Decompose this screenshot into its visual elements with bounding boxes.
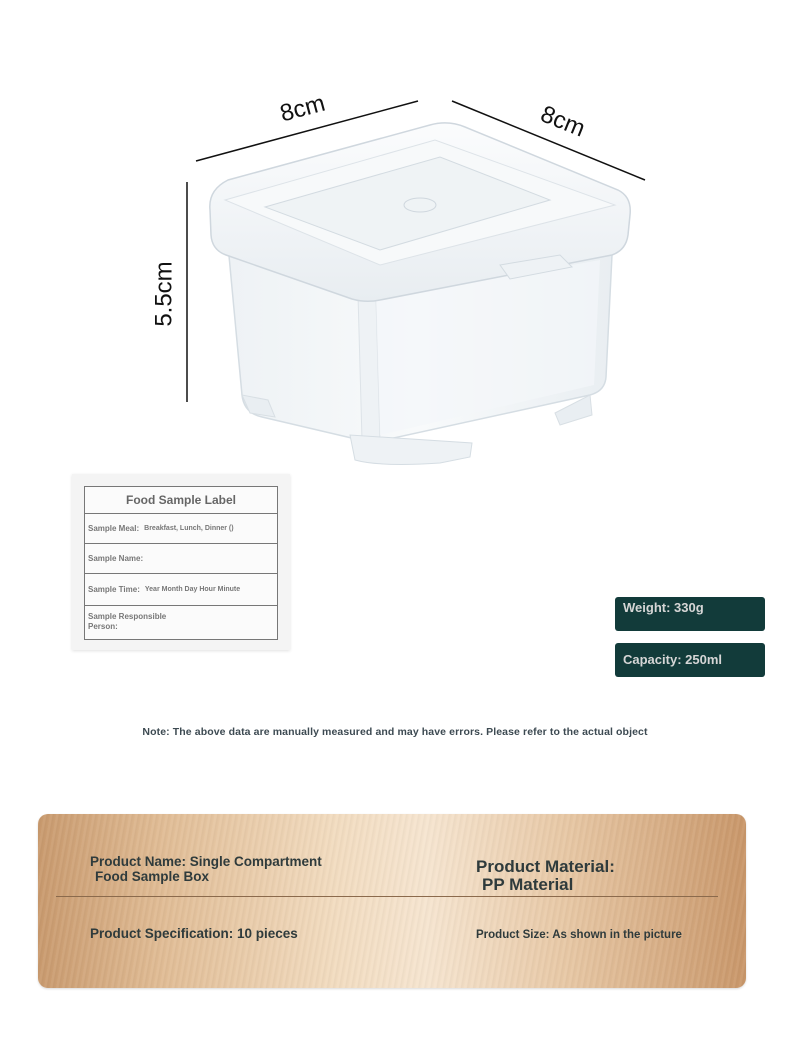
row-label: Sample Meal: <box>88 524 140 533</box>
height-dimension-label: 5.5cm <box>150 261 178 327</box>
weight-badge <box>615 597 765 631</box>
width-dimension-label: 8cm <box>277 89 328 128</box>
material-label: Product Material: <box>476 857 615 876</box>
row-label: Sample Responsible Person: <box>88 612 167 631</box>
depth-dimension-label: 8cm <box>536 100 589 143</box>
panel-divider <box>56 896 718 897</box>
food-sample-label-card <box>72 474 290 650</box>
product-name-line2: Food Sample Box <box>95 869 210 884</box>
row-label: Sample Time: <box>88 585 140 594</box>
product-specification: Product Specification: 10 pieces <box>90 926 298 941</box>
capacity-text: Capacity: 250ml <box>623 652 722 667</box>
weight-text: Weight: 330g <box>623 600 704 615</box>
product-name <box>90 854 322 884</box>
row-value: Year Month Day Hour Minute <box>144 586 241 593</box>
label-row-meal <box>85 514 277 544</box>
capacity-badge <box>615 643 765 677</box>
product-material <box>476 858 615 894</box>
label-row-time <box>85 574 277 606</box>
product-info-panel <box>38 814 746 988</box>
product-name-line1: Product Name: Single Compartment <box>90 854 322 869</box>
row-label: Sample Name: <box>88 554 144 563</box>
material-value: PP Material <box>482 875 574 894</box>
row-value: Breakfast, Lunch, Dinner () <box>144 525 234 532</box>
label-row-name <box>85 544 277 574</box>
food-sample-label-table <box>84 486 278 640</box>
product-size: Product Size: As shown in the picture <box>476 929 682 941</box>
measurement-note: Note: The above data are manually measured and may have errors. Please refer to the actual object <box>142 726 648 738</box>
clear-square-food-container-icon <box>180 95 650 475</box>
label-title: Food Sample Label <box>85 487 277 514</box>
label-row-responsible <box>85 606 277 638</box>
